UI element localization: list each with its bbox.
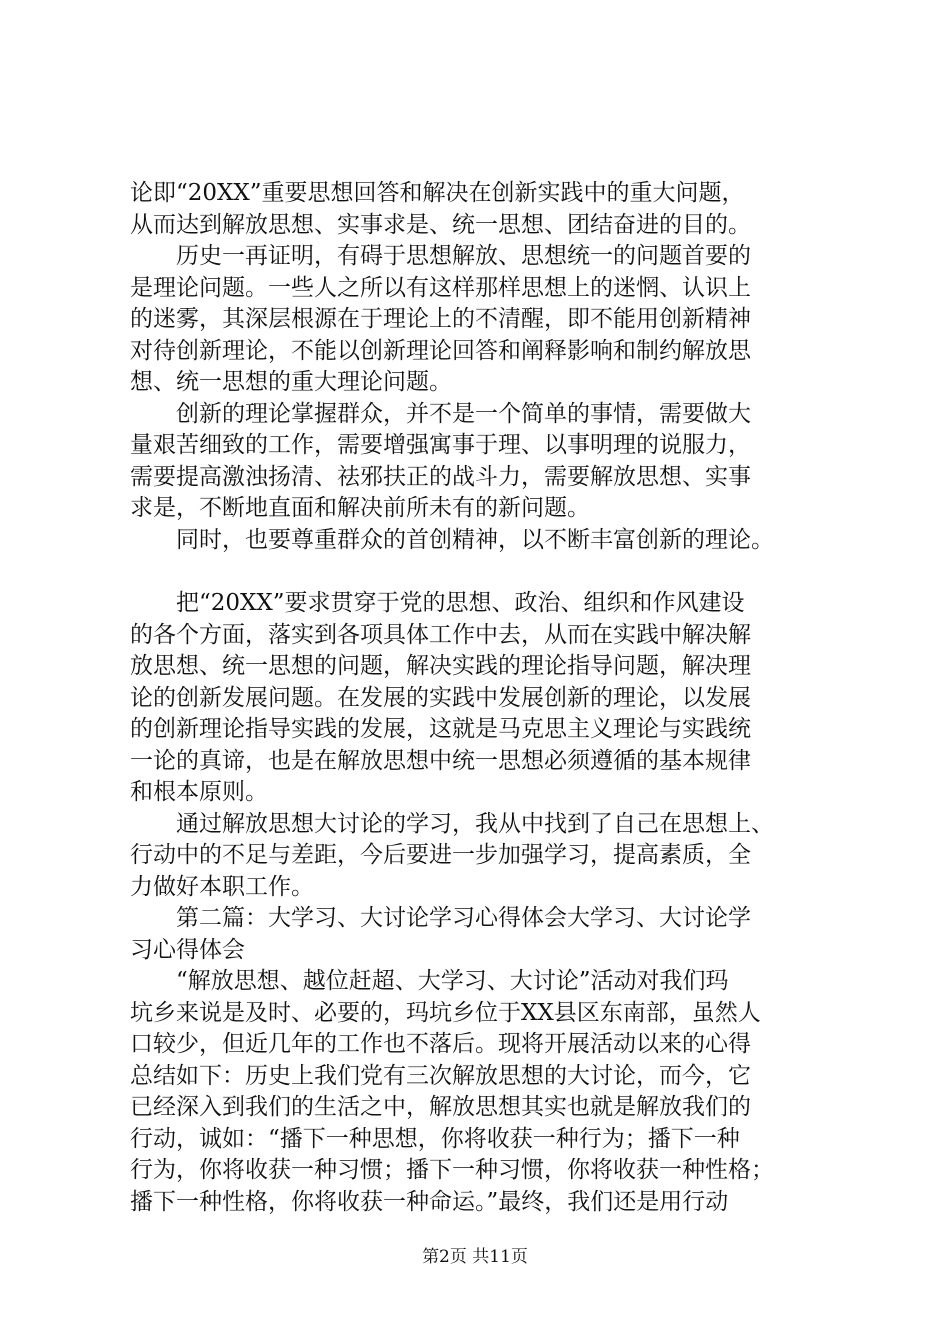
text-line: 是理论问题。一些人之所以有这样那样思想上的迷惘、认识上 [130, 274, 751, 301]
text-line: 的创新理论指导实践的发展，这就是马克思主义理论与实践统 [130, 716, 751, 742]
text-line: 的迷雾，其深层根源在于理论上的不清醒，即不能用创新精神 [130, 306, 751, 332]
body-text [130, 178, 850, 1218]
text-line: 行动中的不足与差距，今后要进一步加强学习，提高素质，全 [130, 842, 751, 868]
paragraph-gap [130, 556, 850, 588]
text-line: 通过解放思想大讨论的学习，我从中找到了自己在思想上、 [176, 810, 774, 837]
text-line: 力做好本职工作。 [130, 873, 314, 900]
text-line: 坑乡来说是及时、必要的，玛坑乡位于XX县区东南部，虽然人 [130, 999, 761, 1026]
text-line: 把“20XX”要求贯穿于党的思想、政治、组织和作风建设 [176, 590, 745, 616]
text-line: 创新的理论掌握群众，并不是一个简单的事情，需要做大 [176, 400, 751, 427]
text-line: 量艰苦细致的工作，需要增强寓事于理、以事明理的说服力， [130, 432, 751, 458]
text-line: 放思想、统一思想的问题，解决实践的理论指导问题，解决理 [130, 653, 751, 679]
text-line: 和根本原则。 [130, 779, 268, 805]
text-line: 一论的真谛，也是在解放思想中统一思想必须遵循的基本规律 [130, 747, 751, 774]
text-line: 总结如下：历史上我们党有三次解放思想的大讨论，而今，它 [130, 1062, 751, 1089]
text-line: 论的创新发展问题。在发展的实践中发展创新的理论，以发展 [130, 684, 751, 711]
text-line: 已经深入到我们的生活之中，解放思想其实也就是解放我们的 [130, 1094, 751, 1120]
text-line: 论即“20XX”重要思想回答和解决在创新实践中的重大问题， [130, 180, 745, 206]
text-line: 历史一再证明，有碍于思想解放、思想统一的问题首要的 [176, 243, 751, 269]
text-line: 想、统一思想的重大理论问题。 [130, 369, 452, 395]
text-line: 从而达到解放思想、实事求是、统一思想、团结奋进的目的。 [130, 211, 751, 238]
section-heading-line: 习心得体会 [130, 936, 245, 963]
page-number-label: 第2页 共11页 [422, 1247, 528, 1267]
text-line: “解放思想、越位赶超、大学习、大讨论”活动对我们玛 [176, 968, 729, 994]
text-line: 求是，不断地直面和解决前所未有的新问题。 [130, 495, 590, 521]
page-footer [0, 1246, 950, 1268]
text-line: 对待创新理论，不能以创新理论回答和阐释影响和制约解放思 [130, 337, 751, 364]
section-heading-line: 第二篇：大学习、大讨论学习心得体会大学习、大讨论学 [176, 905, 751, 931]
text-line: 需要提高激浊扬清、祛邪扶正的战斗力，需要解放思想、实事 [130, 463, 751, 490]
text-line: 同时，也要尊重群众的首创精神，以不断丰富创新的理论。 [176, 526, 774, 553]
text-line: 行动，诚如：“播下一种思想，你将收获一种行为；播下一种 [130, 1125, 740, 1152]
text-line: 口较少，但近几年的工作也不落后。现将开展活动以来的心得 [130, 1031, 751, 1057]
text-line: 行为，你将收获一种习惯；播下一种习惯，你将收获一种性格； [130, 1157, 774, 1183]
text-line: 的各个方面，落实到各项具体工作中去，从而在实践中解决解 [130, 621, 751, 648]
text-line: 播下一种性格，你将收获一种命运。”最终，我们还是用行动 [130, 1188, 729, 1215]
